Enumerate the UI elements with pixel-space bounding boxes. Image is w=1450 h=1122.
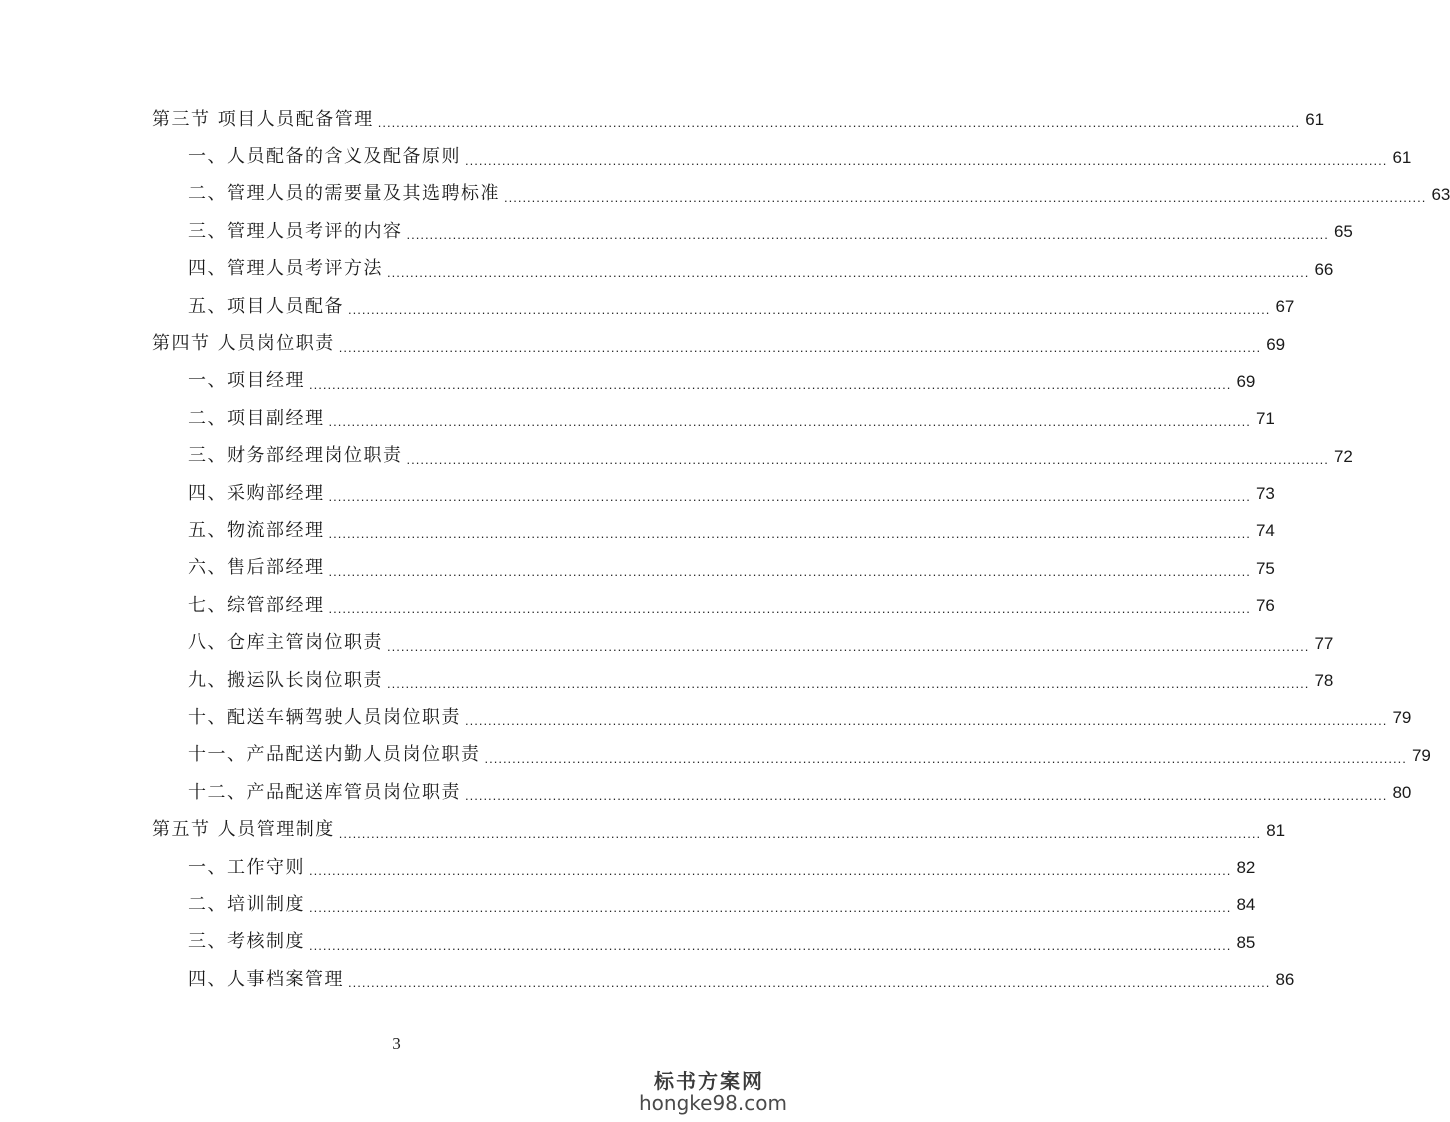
toc-item-entry[interactable] — [0, 213, 1353, 250]
toc-entry-title: 四、人事档案管理 — [188, 968, 344, 990]
toc-entry-title: 三、财务部经理岗位职责 — [188, 445, 403, 467]
toc-entry-page: 85 — [1236, 932, 1256, 952]
toc-entry-page: 78 — [1314, 671, 1334, 691]
toc-entry-title: 一、项目经理 — [188, 370, 305, 392]
toc-entry-title: 第三节 项目人员配备管理 — [152, 108, 374, 130]
toc-dot-leader: ........................................................................................................................................................................................................ — [309, 376, 1232, 392]
toc-item-entry[interactable] — [0, 774, 1412, 811]
toc-dot-leader: ........................................................................................................................................................................................................ — [328, 526, 1251, 542]
toc-dot-leader: ........................................................................................................................................................................................................ — [387, 676, 1310, 692]
toc-item-entry[interactable] — [0, 176, 1450, 213]
toc-item-entry[interactable] — [0, 288, 1295, 325]
toc-entry-page: 69 — [1266, 334, 1286, 354]
toc-entry-page: 69 — [1236, 371, 1256, 391]
toc-entry-title: 四、采购部经理 — [188, 482, 325, 504]
toc-dot-leader: ........................................................................................................................................................................................................ — [309, 863, 1232, 878]
toc-entry-title: 三、管理人员考评的内容 — [188, 220, 403, 242]
toc-entry-page: 61 — [1392, 147, 1412, 167]
toc-item-entry[interactable] — [0, 475, 1275, 512]
toc-entry-title: 一、工作守则 — [188, 856, 305, 878]
toc-entry-title: 第五节 人员管理制度 — [152, 819, 335, 841]
toc-item-entry[interactable] — [0, 550, 1275, 587]
toc-entry-title: 二、管理人员的需要量及其选聘标准 — [188, 183, 500, 205]
toc-entry-page: 65 — [1333, 222, 1353, 242]
toc-dot-leader: ........................................................................................................................................................................................................ — [328, 489, 1251, 505]
watermark — [639, 1069, 787, 1115]
toc-entry-page: 66 — [1314, 259, 1334, 279]
toc-item-entry[interactable] — [0, 251, 1334, 288]
toc-dot-leader: ........................................................................................................................................................................................................ — [465, 788, 1388, 804]
toc-entry-title: 七、综管部经理 — [188, 594, 325, 616]
toc-entry-title: 十一、产品配送内勤人员岗位职责 — [188, 744, 481, 766]
toc-item-entry[interactable] — [0, 737, 1431, 774]
watermark-domain: hongke98.com — [639, 1091, 787, 1115]
toc-dot-leader: ........................................................................................................................................................................................................ — [406, 227, 1329, 243]
toc-entry-title: 五、物流部经理 — [188, 519, 325, 541]
toc-dot-leader: ........................................................................................................................................................................................................ — [406, 451, 1329, 467]
toc-item-entry[interactable] — [0, 512, 1275, 549]
toc-dot-leader: ........................................................................................................................................................................................................ — [338, 825, 1262, 841]
toc-entry-page: 84 — [1236, 895, 1256, 915]
page-number: 3 — [392, 1034, 401, 1053]
toc-dot-leader: ........................................................................................................................................................................................................ — [465, 152, 1388, 168]
toc-entry-page: 77 — [1314, 633, 1334, 653]
toc-dot-leader: ........................................................................................................................................................................................................ — [387, 638, 1310, 654]
toc-dot-leader: ........................................................................................................................................................................................................ — [309, 900, 1232, 916]
table-of-contents — [0, 101, 1450, 998]
toc-dot-leader: ........................................................................................................................................................................................................ — [309, 937, 1232, 953]
toc-dot-leader: ........................................................................................................................................................................................................ — [328, 414, 1251, 430]
toc-section-entry[interactable] — [0, 101, 1325, 138]
toc-entry-title: 十二、产品配送库管员岗位职责 — [188, 781, 461, 803]
toc-item-entry[interactable] — [0, 849, 1256, 886]
toc-entry-page: 79 — [1392, 708, 1412, 728]
toc-entry-title: 八、仓库主管岗位职责 — [188, 632, 383, 654]
toc-entry-page: 74 — [1255, 521, 1275, 541]
toc-item-entry[interactable] — [0, 400, 1275, 437]
watermark-name: 标书方案网 — [654, 1069, 764, 1093]
toc-entry-title: 五、项目人员配备 — [188, 295, 344, 317]
toc-entry-page: 67 — [1275, 297, 1295, 317]
toc-entry-page: 86 — [1275, 970, 1295, 990]
toc-dot-leader: ........................................................................................................................................................................................................ — [465, 713, 1388, 729]
toc-entry-page: 81 — [1266, 820, 1286, 840]
toc-item-entry[interactable] — [0, 363, 1256, 400]
toc-entry-title: 九、搬运队长岗位职责 — [188, 669, 383, 691]
toc-dot-leader: ........................................................................................................................................................................................................ — [348, 302, 1271, 318]
toc-item-entry[interactable] — [0, 438, 1353, 475]
toc-dot-leader: ........................................................................................................................................................................................................ — [348, 975, 1271, 991]
toc-entry-title: 一、人员配备的含义及配备原则 — [188, 146, 461, 168]
toc-entry-title: 二、项目副经理 — [188, 407, 325, 429]
toc-entry-page: 73 — [1255, 484, 1275, 504]
toc-item-entry[interactable] — [0, 138, 1412, 175]
toc-entry-title: 四、管理人员考评方法 — [188, 258, 383, 280]
toc-entry-page: 72 — [1333, 446, 1353, 466]
toc-section-entry[interactable] — [0, 325, 1286, 362]
toc-dot-leader: ........................................................................................................................................................................................................ — [328, 563, 1251, 579]
toc-entry-page: 63 — [1431, 184, 1450, 204]
toc-entry-page: 82 — [1236, 858, 1256, 877]
toc-dot-leader: ........................................................................................................................................................................................................ — [377, 115, 1301, 131]
toc-dot-leader: ........................................................................................................................................................................................................ — [328, 601, 1251, 617]
toc-entry-page: 61 — [1305, 110, 1325, 130]
toc-dot-leader: ........................................................................................................................................................................................................ — [338, 339, 1262, 355]
toc-entry-title: 六、售后部经理 — [188, 557, 325, 579]
toc-item-entry[interactable] — [0, 624, 1334, 661]
toc-entry-title: 三、考核制度 — [188, 931, 305, 953]
toc-dot-leader: ........................................................................................................................................................................................................ — [504, 189, 1427, 205]
toc-entry-page: 80 — [1392, 783, 1412, 803]
toc-entry-page: 71 — [1255, 409, 1275, 429]
toc-entry-title: 二、培训制度 — [188, 893, 305, 915]
toc-section-entry[interactable] — [0, 811, 1286, 848]
toc-item-entry[interactable] — [0, 886, 1256, 923]
toc-item-entry[interactable] — [0, 587, 1275, 624]
toc-entry-page: 75 — [1255, 558, 1275, 578]
toc-entry-title: 第四节 人员岗位职责 — [152, 333, 335, 355]
toc-item-entry[interactable] — [0, 662, 1334, 699]
toc-item-entry[interactable] — [0, 924, 1256, 961]
toc-dot-leader: ........................................................................................................................................................................................................ — [484, 750, 1407, 766]
toc-dot-leader: ........................................................................................................................................................................................................ — [387, 264, 1310, 280]
toc-entry-page: 76 — [1255, 596, 1275, 616]
toc-entry-page: 79 — [1411, 745, 1431, 765]
toc-entry-title: 十、配送车辆驾驶人员岗位职责 — [188, 706, 461, 728]
toc-item-entry[interactable] — [0, 961, 1295, 998]
toc-item-entry[interactable] — [0, 699, 1412, 736]
